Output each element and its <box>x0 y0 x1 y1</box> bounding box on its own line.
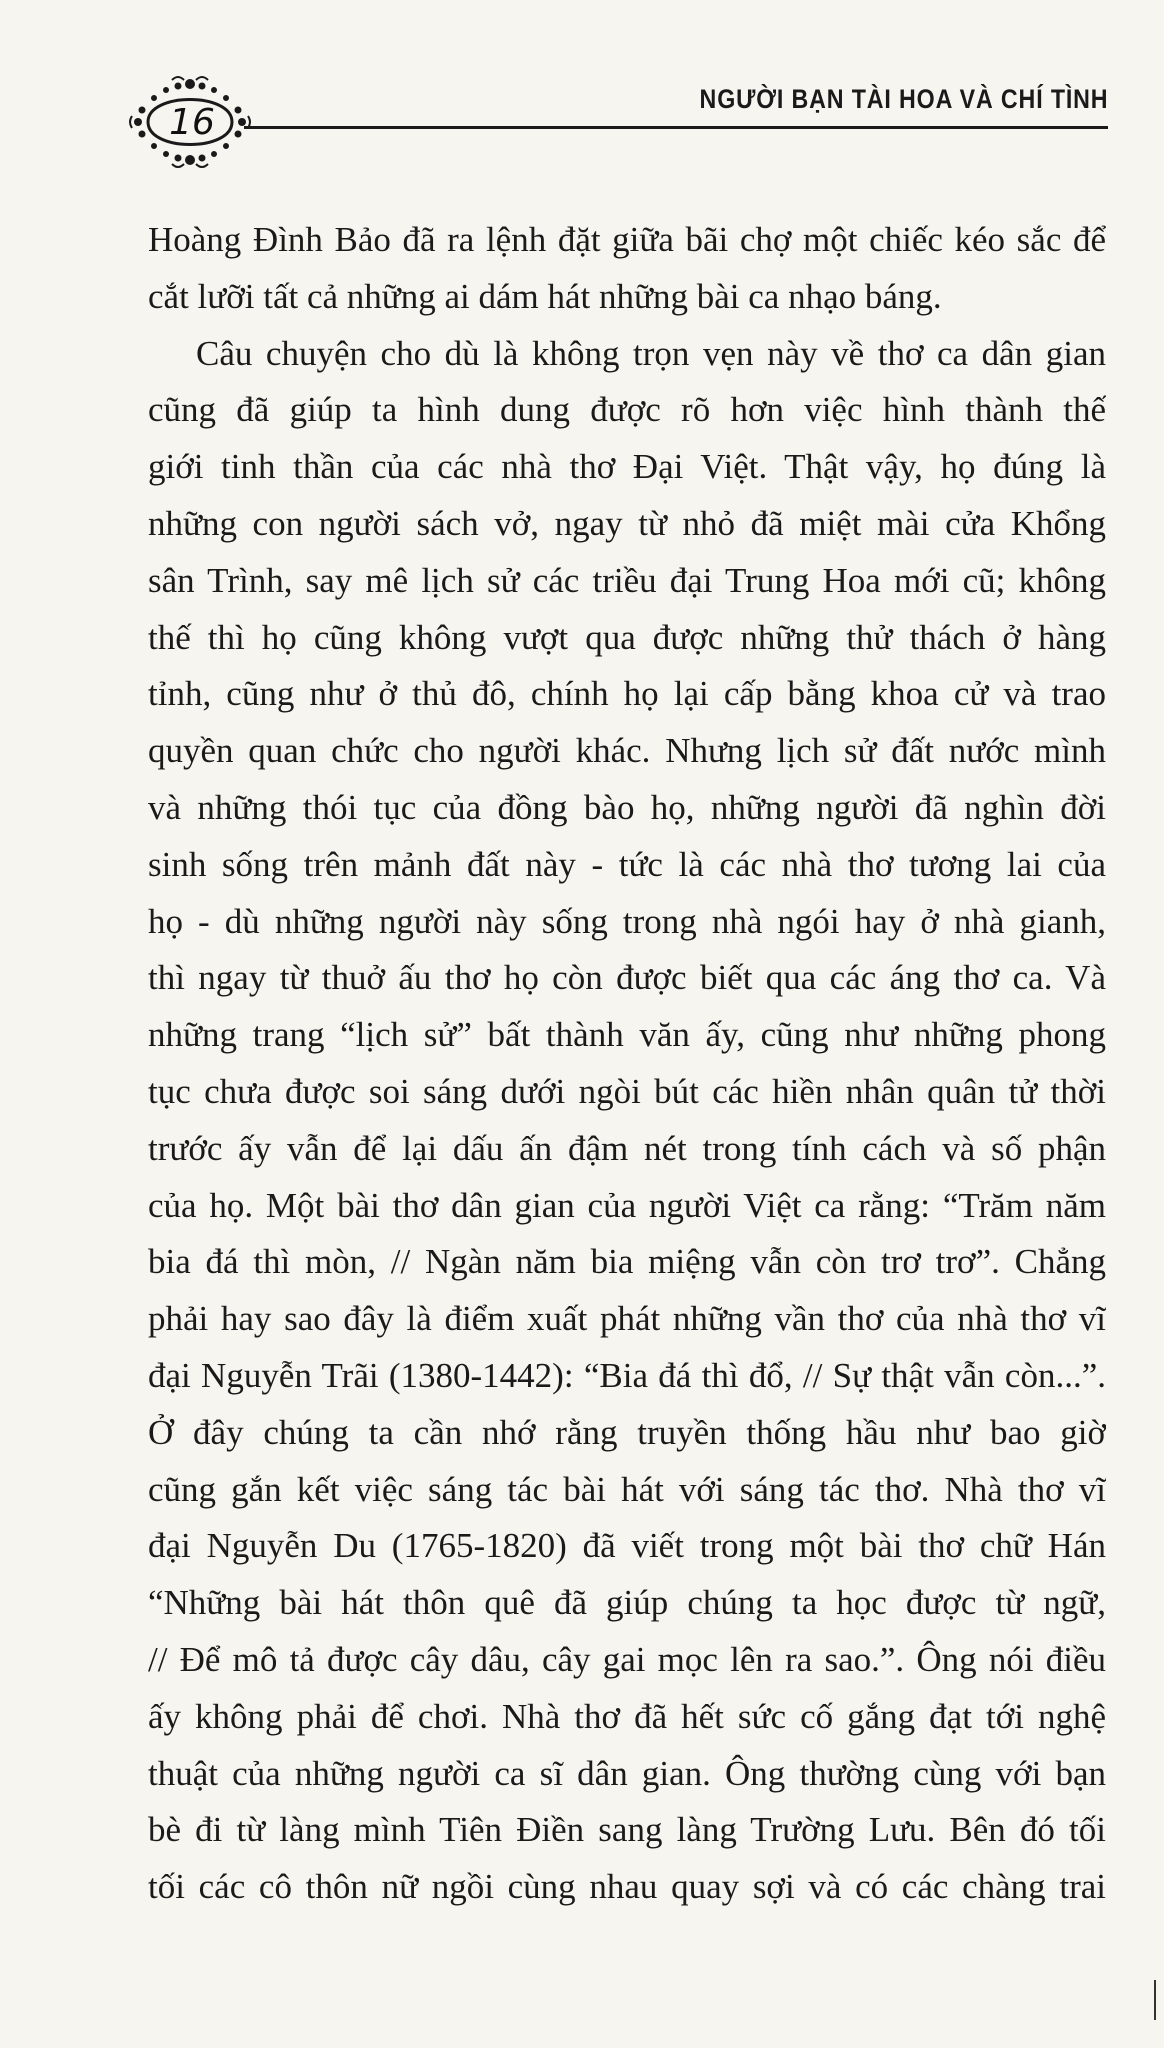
text-line: phải hay sao đây là điểm xuất phát những vần thơ của nhà thơ vĩ <box>148 1299 1106 1339</box>
text-line: Ở đây chúng ta cần nhớ rằng truyền thống hầu như bao giờ <box>148 1412 1106 1452</box>
text-line: bia đá thì mòn, // Ngàn năm bia miệng vẫn còn trơ trơ”. Chẳng <box>148 1242 1106 1282</box>
text-line: tối các cô thôn nữ ngồi cùng nhau quay sợi và có các chàng trai <box>148 1867 1106 1907</box>
text-line: Hoàng Đình Bảo đã ra lệnh đặt giữa bãi chợ một chiếc kéo sắc để <box>148 220 1106 259</box>
text-line: Câu chuyện cho dù là không trọn vẹn này về thơ ca dân gian <box>196 333 1106 373</box>
text-line: cũng gắn kết việc sáng tác bài hát với sáng tác thơ. Nhà thơ vĩ <box>148 1469 1106 1509</box>
text-line: những con người sách vở, ngay từ nhỏ đã miệt mài cửa Khổng <box>148 503 1106 543</box>
text-line: quyền quan chức cho người khác. Nhưng lịch sử đất nước mình <box>148 731 1106 771</box>
page-edge-mark <box>1154 1980 1156 2020</box>
text-line: ấy không phải để chơi. Nhà thơ đã hết sức cố gắng đạt tới nghệ <box>148 1696 1106 1736</box>
text-line: đại Nguyễn Trãi (1380-1442): “Bia đá thì đổ, // Sự thật vẫn còn...”. <box>148 1355 1106 1395</box>
text-line: “Những bài hát thôn quê đã giúp chúng ta học được từ ngữ, <box>148 1583 1106 1623</box>
text-line: họ - dù những người này sống trong nhà ngói hay ở nhà gianh, <box>148 901 1106 941</box>
running-title: NGƯỜI BẠN TÀI HOA VÀ CHÍ TÌNH <box>699 84 1108 114</box>
text-line: // Để mô tả được cây dâu, cây gai mọc lên ra sao.”. Ông nói điều <box>148 1639 1106 1679</box>
text-line: giới tinh thần của các nhà thơ Đại Việt. Thật vậy, họ đúng là <box>148 447 1106 487</box>
text-line: những trang “lịch sử” bất thành văn ấy, cũng như những phong <box>148 1015 1106 1055</box>
text-line: bè đi từ làng mình Tiên Điền sang làng Trường Lưu. Bên đó tối <box>148 1810 1106 1850</box>
text-line: tục chưa được soi sáng dưới ngòi bút các hiền nhân quân tử thời <box>148 1071 1106 1111</box>
text-line: sân Trình, say mê lịch sử các triều đại Trung Hoa mới cũ; không <box>148 560 1106 600</box>
text-line: thuật của những người ca sĩ dân gian. Ông thường cùng với bạn <box>148 1753 1106 1793</box>
text-line: đại Nguyễn Du (1765-1820) đã viết trong một bài thơ chữ Hán <box>148 1526 1106 1566</box>
text-line: trước ấy vẫn để lại dấu ấn đậm nét trong tính cách và số phận <box>148 1128 1106 1168</box>
text-line: thì ngay từ thuở ấu thơ họ còn được biết qua các áng thơ ca. Và <box>148 958 1106 998</box>
text-line: và những thói tục của đồng bào họ, những người đã nghìn đời <box>148 787 1106 827</box>
text-line: của họ. Một bài thơ dân gian của người Việt ca rằng: “Trăm năm <box>148 1185 1106 1225</box>
text-line: thế thì họ cũng không vượt qua được những thử thách ở hàng <box>148 617 1106 657</box>
text-line: tỉnh, cũng như ở thủ đô, chính họ lại cấp bằng khoa cử và trao <box>148 674 1106 714</box>
text-line: cũng đã giúp ta hình dung được rõ hơn việc hình thành thế <box>148 390 1106 430</box>
header-rule <box>244 126 1108 129</box>
page-header <box>128 60 1108 180</box>
page-number: 16 <box>169 102 215 143</box>
body-text <box>148 212 1106 1916</box>
text-line: cắt lưỡi tất cả những ai dám hát những bài ca nhạo báng. <box>148 276 942 316</box>
text-line: sinh sống trên mảnh đất này - tức là các nhà thơ tương lai của <box>148 844 1106 884</box>
